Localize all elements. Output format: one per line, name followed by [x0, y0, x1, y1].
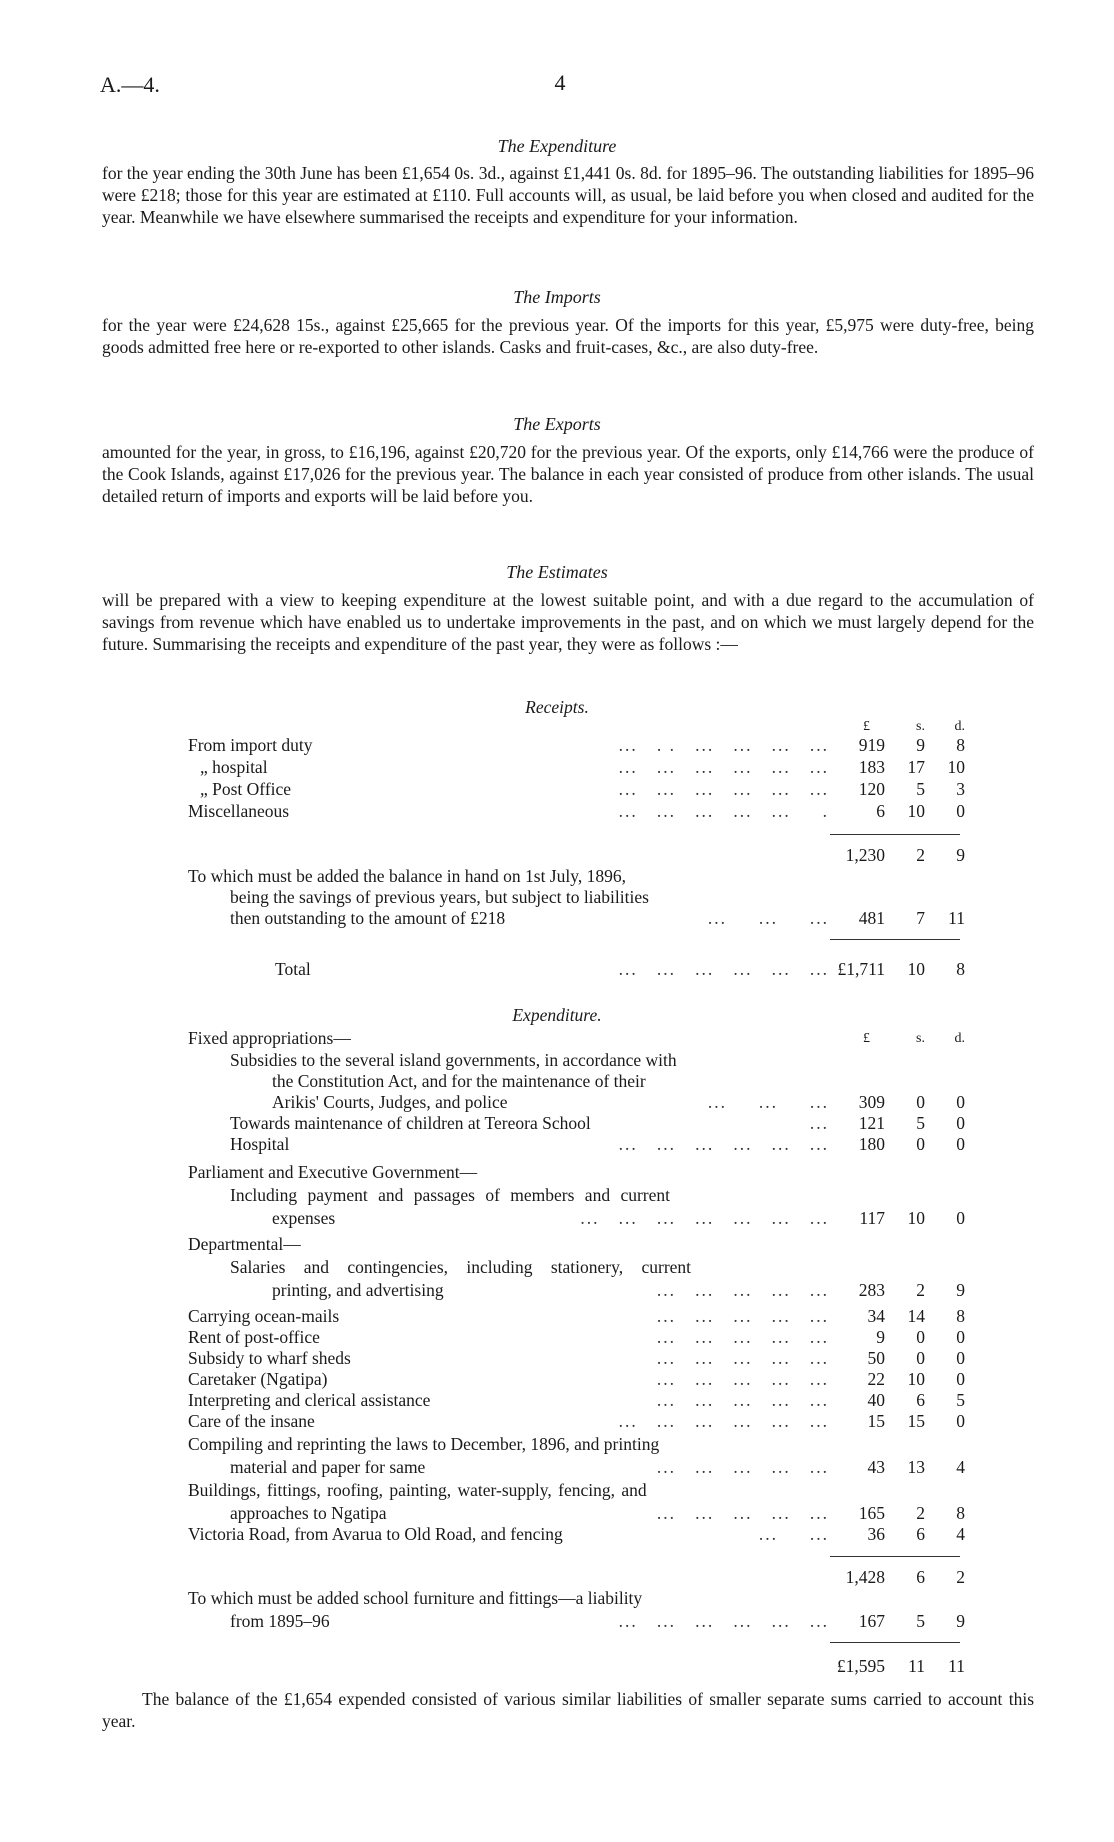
expenditure-total-pounds: £1,595 [836, 1656, 885, 1676]
hospital-row: Hospital ... ... ... ... ... ... 180 0 0 [230, 1134, 965, 1154]
expenditure-pence: 8 [956, 1306, 965, 1326]
expenditure-pounds: 15 [867, 1411, 885, 1431]
compiling-pounds: 43 [867, 1457, 885, 1477]
hospital-label: Hospital [230, 1134, 290, 1154]
receipts-total-label: Total [275, 959, 311, 979]
salaries-pounds: 283 [858, 1280, 885, 1300]
receipt-row: From import duty ... . . ... ... ... ... 919 9 8 [188, 735, 965, 755]
compiling-shillings: 13 [907, 1457, 925, 1477]
receipt-pence: 3 [956, 779, 965, 799]
buildings-text: Buildings, fittings, roofing, painting, water-supply, fencing, and [188, 1480, 647, 1500]
subsidies-line [0, 1050, 1114, 1071]
expenditure-row: Rent of post-office ... ... ... ... ... 9 0 0 [188, 1327, 965, 1347]
subtotal-rule [830, 834, 960, 835]
buildings-pence: 8 [956, 1503, 965, 1523]
balance-pounds: 481 [858, 908, 885, 928]
expenditure-label: Caretaker (Ngatipa) [188, 1369, 328, 1389]
expenditure-subtotal-pounds: 1,428 [845, 1567, 885, 1587]
compiling-text: Compiling and reprinting the laws to December, 1896, and printing [188, 1434, 660, 1454]
receipts-total-pence: 8 [956, 959, 965, 979]
tereora-row: Towards maintenance of children at Tereora School ... 121 5 0 [230, 1113, 965, 1133]
receipts-column-header [0, 716, 1114, 737]
exports-paragraph: amounted for the year, in gross, to £16,196, against £20,720 for the previous year. Of the exports, only £14,766 were the produce of the Cook Islands, against £17,026 for the previous year. The balance in each year consisted of produce from other islands. The usual detailed return of imports and exports will be laid before you. [102, 442, 1034, 506]
shillings-column-label: s. [916, 1031, 925, 1046]
expenditure-shillings: 15 [907, 1411, 925, 1431]
subsidies-pence: 0 [956, 1092, 965, 1112]
balance-shillings: 7 [916, 908, 925, 928]
compiling-row: material and paper for same ... ... ... ... ... 43 13 4 [230, 1457, 965, 1477]
parliament-line [0, 1185, 1114, 1206]
school-pence: 9 [956, 1611, 965, 1631]
victoria-pence: 4 [956, 1524, 965, 1544]
expenditure-pence: 5 [956, 1390, 965, 1410]
expenditure-row: Carrying ocean-mails ... ... ... ... ... 34 14 8 [188, 1306, 965, 1326]
hospital-shillings: 0 [916, 1134, 925, 1154]
school-text: from 1895–96 [230, 1611, 330, 1631]
fixed-appropriations-heading: Fixed appropriations— [188, 1028, 351, 1048]
receipts-subtotal-pounds: 1,230 [845, 845, 885, 865]
hospital-pounds: 180 [858, 1134, 885, 1154]
expenditure-subtotal-pence: 2 [956, 1567, 965, 1587]
subsidies-pounds: 309 [858, 1092, 885, 1112]
compiling-pence: 4 [956, 1457, 965, 1477]
parliament-text: Including payment and passages of members and current [230, 1185, 670, 1205]
buildings-shillings: 2 [916, 1503, 925, 1523]
school-pounds: 167 [858, 1611, 885, 1631]
buildings-row: approaches to Ngatipa ... ... ... ... ... 165 2 8 [230, 1503, 965, 1523]
hospital-pence: 0 [956, 1134, 965, 1154]
expenditure-pounds: 9 [876, 1327, 885, 1347]
receipts-heading: Receipts. [525, 697, 589, 717]
exports-heading: The Exports [513, 414, 601, 434]
buildings-text: approaches to Ngatipa [230, 1503, 387, 1523]
compiling-text: material and paper for same [230, 1457, 426, 1477]
pounds-column-label: £ [863, 719, 870, 734]
departmental-heading: Departmental— [188, 1234, 301, 1254]
expenditure-shillings: 0 [916, 1327, 925, 1347]
buildings-pounds: 165 [858, 1503, 885, 1523]
victoria-pounds: 36 [867, 1524, 885, 1544]
receipt-pence: 0 [956, 801, 965, 821]
pence-column-label: d. [954, 1031, 965, 1046]
total-rule [830, 1642, 960, 1643]
expenditure-shillings: 10 [907, 1369, 925, 1389]
expenditure-shillings: 6 [916, 1390, 925, 1410]
fixed-appropriations-row [0, 1028, 1114, 1049]
document-reference: A.—4. [100, 72, 160, 97]
balance-line [0, 866, 1114, 887]
expenditure-subtotal-row [0, 1567, 1114, 1588]
estimates-paragraph: will be prepared with a view to keeping expenditure at the lowest suitable point, and with a due regard to the accumulation of savings from revenue which have enabled us to undertake improvements in the past, and on which we must largely depend for the future. Summarising the receipts and expenditure of the past year, they were as follows :— [102, 590, 1034, 654]
receipt-row: „ Post Office ... ... ... ... ... ... 120 5 3 [200, 779, 965, 799]
salaries-row: printing, and advertising ... ... ... ... ... 283 2 9 [272, 1280, 965, 1300]
school-row: from 1895–96 ... ... ... ... ... ... 167 5 9 [230, 1611, 965, 1631]
expenditure-subtotal-shillings: 6 [916, 1567, 925, 1587]
expenditure-paragraph: for the year ending the 30th June has been £1,654 0s. 3d., against £1,441 0s. 8d. for 1895–96. The outstanding liabilities for 1895–96 were £218; those for this year are estimated at £110. Full accounts will, as usual, be laid before you when closed and audited for the year. Meanwhile we have elsewhere summarised the receipts and expenditure for your information. [102, 163, 1034, 227]
parliament-pounds: 117 [859, 1208, 885, 1228]
receipt-row: „ hospital ... ... ... ... ... ... 183 17 10 [200, 757, 965, 777]
subsidies-row: Arikis' Courts, Judges, and police ... ... ... 309 0 0 [272, 1092, 965, 1112]
receipt-pounds: 183 [858, 757, 885, 777]
expenditure-pounds: 40 [867, 1390, 885, 1410]
balance-line [0, 887, 1114, 908]
tereora-shillings: 5 [916, 1113, 925, 1133]
imports-paragraph: for the year were £24,628 15s., against £25,665 for the previous year. Of the imports for this year, £5,975 were duty-free, being goods admitted free here or re-exported to other islands. Casks and fruit-cases, &c., are also duty-free. [102, 315, 1034, 357]
victoria-label: Victoria Road, from Avarua to Old Road, and fencing [188, 1524, 563, 1544]
buildings-line [0, 1480, 1114, 1501]
receipt-pence: 10 [947, 757, 965, 777]
subsidies-text: Arikis' Courts, Judges, and police [272, 1092, 508, 1112]
expenditure-row: Caretaker (Ngatipa) ... ... ... ... ... 22 10 0 [188, 1369, 965, 1389]
receipts-total-row: Total ... ... ... ... ... ... £1,711 10 8 [275, 959, 965, 979]
receipt-pounds: 919 [858, 735, 885, 755]
receipt-pounds: 120 [858, 779, 885, 799]
receipt-label: From import duty [188, 735, 313, 755]
school-shillings: 5 [916, 1611, 925, 1631]
subsidies-text: Subsidies to the several island governments, in accordance with [230, 1050, 677, 1070]
parliament-text: expenses [272, 1208, 336, 1228]
receipt-pounds: 6 [876, 801, 885, 821]
parliament-heading: Parliament and Executive Government— [188, 1162, 478, 1182]
receipt-shillings: 17 [907, 757, 925, 777]
subsidies-shillings: 0 [916, 1092, 925, 1112]
expenditure-pounds: 34 [867, 1306, 885, 1326]
expenditure-pence: 0 [956, 1327, 965, 1347]
receipt-row: Miscellaneous ... ... ... ... ... . 6 10 0 [188, 801, 965, 821]
salaries-pence: 9 [956, 1280, 965, 1300]
parliament-shillings: 10 [907, 1208, 925, 1228]
salaries-text: printing, and advertising [272, 1280, 444, 1300]
parliament-row: expenses ... ... ... ... ... ... ... 117 10 0 [272, 1208, 965, 1228]
balance-text: being the savings of previous years, but subject to liabilities [230, 887, 649, 907]
receipt-label: „ hospital [200, 757, 268, 777]
total-rule [830, 939, 960, 940]
victoria-shillings: 6 [916, 1524, 925, 1544]
expenditure-total-row [0, 1656, 1114, 1677]
parliament-pence: 0 [956, 1208, 965, 1228]
expenditure-total-pence: 11 [948, 1656, 965, 1676]
receipt-shillings: 5 [916, 779, 925, 799]
balance-row: then outstanding to the amount of £218 ... ... ... 481 7 11 [230, 908, 965, 928]
expenditure-row: Subsidy to wharf sheds ... ... ... ... ... 50 0 0 [188, 1348, 965, 1368]
receipt-shillings: 10 [907, 801, 925, 821]
receipt-label: Miscellaneous [188, 801, 290, 821]
receipt-pence: 8 [956, 735, 965, 755]
school-line [0, 1588, 1114, 1609]
expenditure-shillings: 0 [916, 1348, 925, 1368]
receipts-subtotal-shillings: 2 [916, 845, 925, 865]
subtotal-rule [830, 1556, 960, 1557]
pounds-column-label: £ [863, 1031, 870, 1046]
expenditure-label: Subsidy to wharf sheds [188, 1348, 351, 1368]
shillings-column-label: s. [916, 719, 925, 734]
victoria-row: Victoria Road, from Avarua to Old Road, and fencing ... ... 36 6 4 [188, 1524, 965, 1544]
receipt-shillings: 9 [916, 735, 925, 755]
receipt-label: „ Post Office [200, 779, 292, 799]
receipts-total-shillings: 10 [907, 959, 925, 979]
expenditure-shillings: 14 [907, 1306, 925, 1326]
expenditure-pounds: 50 [867, 1348, 885, 1368]
expenditure-heading: The Expenditure [497, 136, 617, 156]
departmental-heading-row [0, 1234, 1114, 1255]
expenditure-pence: 0 [956, 1369, 965, 1389]
receipts-subtotal-row [0, 845, 1114, 866]
balance-text: then outstanding to the amount of £218 [230, 908, 506, 928]
subsidies-line [0, 1071, 1114, 1092]
salaries-text: Salaries and contingencies, including stationery, current [230, 1257, 692, 1277]
expenditure-row: Care of the insane ... ... ... ... ... ... 15 15 0 [188, 1411, 965, 1431]
parliament-heading-row [0, 1162, 1114, 1183]
pence-column-label: d. [954, 719, 965, 734]
school-text: To which must be added school furniture and fittings—a liability [188, 1588, 643, 1608]
expenditure-row: Interpreting and clerical assistance ... ... ... ... ... 40 6 5 [188, 1390, 965, 1410]
estimates-heading: The Estimates [506, 562, 608, 582]
salaries-line [0, 1257, 1114, 1278]
page-number: 4 [554, 70, 566, 95]
expenditure-pence: 0 [956, 1411, 965, 1431]
receipts-subtotal-pence: 9 [956, 845, 965, 865]
subsidies-text: the Constitution Act, and for the maintenance of their [272, 1071, 646, 1091]
tereora-pence: 0 [956, 1113, 965, 1133]
expenditure-total-shillings: 11 [908, 1656, 925, 1676]
compiling-line [0, 1434, 1114, 1455]
receipts-total-pounds: £1,711 [837, 959, 885, 979]
closing-paragraph: The balance of the £1,654 expended consisted of various similar liabilities of smaller separate sums carried to account this year. [102, 1689, 1034, 1731]
expenditure-table-heading: Expenditure. [512, 1005, 602, 1025]
expenditure-label: Carrying ocean-mails [188, 1306, 340, 1326]
salaries-shillings: 2 [916, 1280, 925, 1300]
balance-pence: 11 [948, 908, 965, 928]
expenditure-pence: 0 [956, 1348, 965, 1368]
imports-heading: The Imports [513, 287, 601, 307]
expenditure-label: Care of the insane [188, 1411, 315, 1431]
expenditure-label: Rent of post-office [188, 1327, 320, 1347]
expenditure-pounds: 22 [867, 1369, 885, 1389]
tereora-label: Towards maintenance of children at Tereora School [230, 1113, 591, 1133]
expenditure-label: Interpreting and clerical assistance [188, 1390, 431, 1410]
balance-text: To which must be added the balance in hand on 1st July, 1896, [188, 866, 626, 886]
tereora-pounds: 121 [858, 1113, 885, 1133]
